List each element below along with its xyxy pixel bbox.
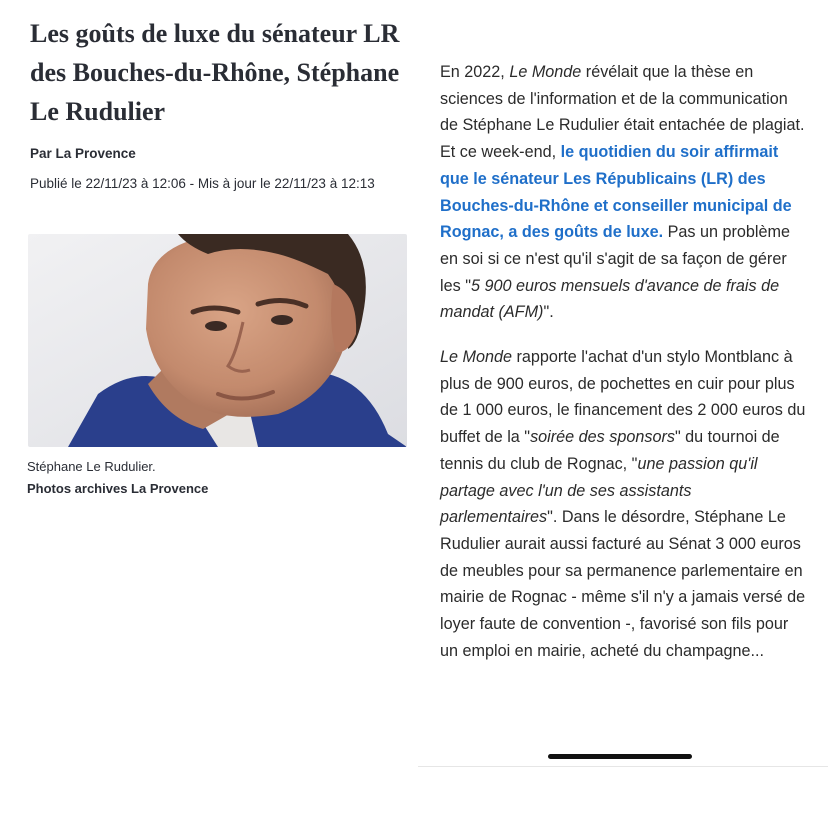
paragraph-1-source: Le Monde xyxy=(509,63,582,81)
paragraph-2-quote-sponsors: soirée des sponsors xyxy=(530,428,675,447)
article-headline: Les goûts de luxe du sénateur LR des Bouches-du-Rhône, Stéphane Le Rudulier xyxy=(30,19,400,126)
article-paragraph-1 xyxy=(440,59,808,326)
article-body xyxy=(440,59,808,664)
article-byline[interactable]: Par La Provence xyxy=(30,146,136,161)
paragraph-2-source: Le Monde xyxy=(440,348,512,367)
article-paragraph-2 xyxy=(440,344,808,664)
article-photo[interactable] xyxy=(28,234,407,447)
photo-caption: Stéphane Le Rudulier. xyxy=(27,459,156,474)
paragraph-1-text-f: ". xyxy=(543,303,554,322)
paragraph-2-text-d: " du tournoi de tennis du club de Rognac, " xyxy=(440,428,780,473)
portrait-photo-illustration xyxy=(28,234,407,447)
paragraph-2-text-f: ". Dans le désordre, Stéphane Le Rudulier aurait aussi facturé au Sénat 3 000 euros de meubles pour sa permanence parlementaire en mairie de Rognac - même s'il n'y a jamais versé de loyer faute de convention -, favorisé son fils pour un emploi en mairie, acheté du champagne... xyxy=(440,508,806,660)
le-monde-article-link[interactable]: le quotidien du soir affirmait que le sénateur Les Républicains (LR) des Bouches-du-Rhône et conseiller municipal de Rognac, a des goûts de luxe. xyxy=(440,143,792,242)
paragraph-1-text-d: Pas un problème en soi si ce n'est qu'il s'agit de sa façon de gérer les " xyxy=(440,223,790,295)
photo-right-eye xyxy=(271,315,293,325)
article-dates: Publié le 22/11/23 à 12:06 - Mis à jour le 22/11/23 à 12:13 xyxy=(30,176,375,191)
paragraph-1-text-a: En 2022, xyxy=(440,63,510,81)
photo-credit: Photos archives La Provence xyxy=(27,481,209,496)
paragraph-1-text-c: révélait que la thèse en sciences de l'information et de la communication de Stéphane Le Rudulier était entachée de plagiat. Et ce week-end, xyxy=(440,63,805,162)
photo-left-eye xyxy=(205,321,227,331)
paragraph-2-text-b: rapporte l'achat d'un stylo Montblanc à plus de 900 euros, de pochettes en cuir pour plus de 1 000 euros, le financement des 2 000 euros du buffet de la " xyxy=(440,348,806,447)
home-indicator-bar[interactable] xyxy=(548,754,692,759)
article-body-panel xyxy=(418,0,828,821)
paragraph-1-quote: 5 900 euros mensuels d'avance de frais de mandat (AFM) xyxy=(440,276,780,322)
paragraph-2-quote-passion: une passion qu'il partage avec l'un de ses assistants parlementaires xyxy=(440,454,758,527)
bottom-divider xyxy=(418,766,828,767)
